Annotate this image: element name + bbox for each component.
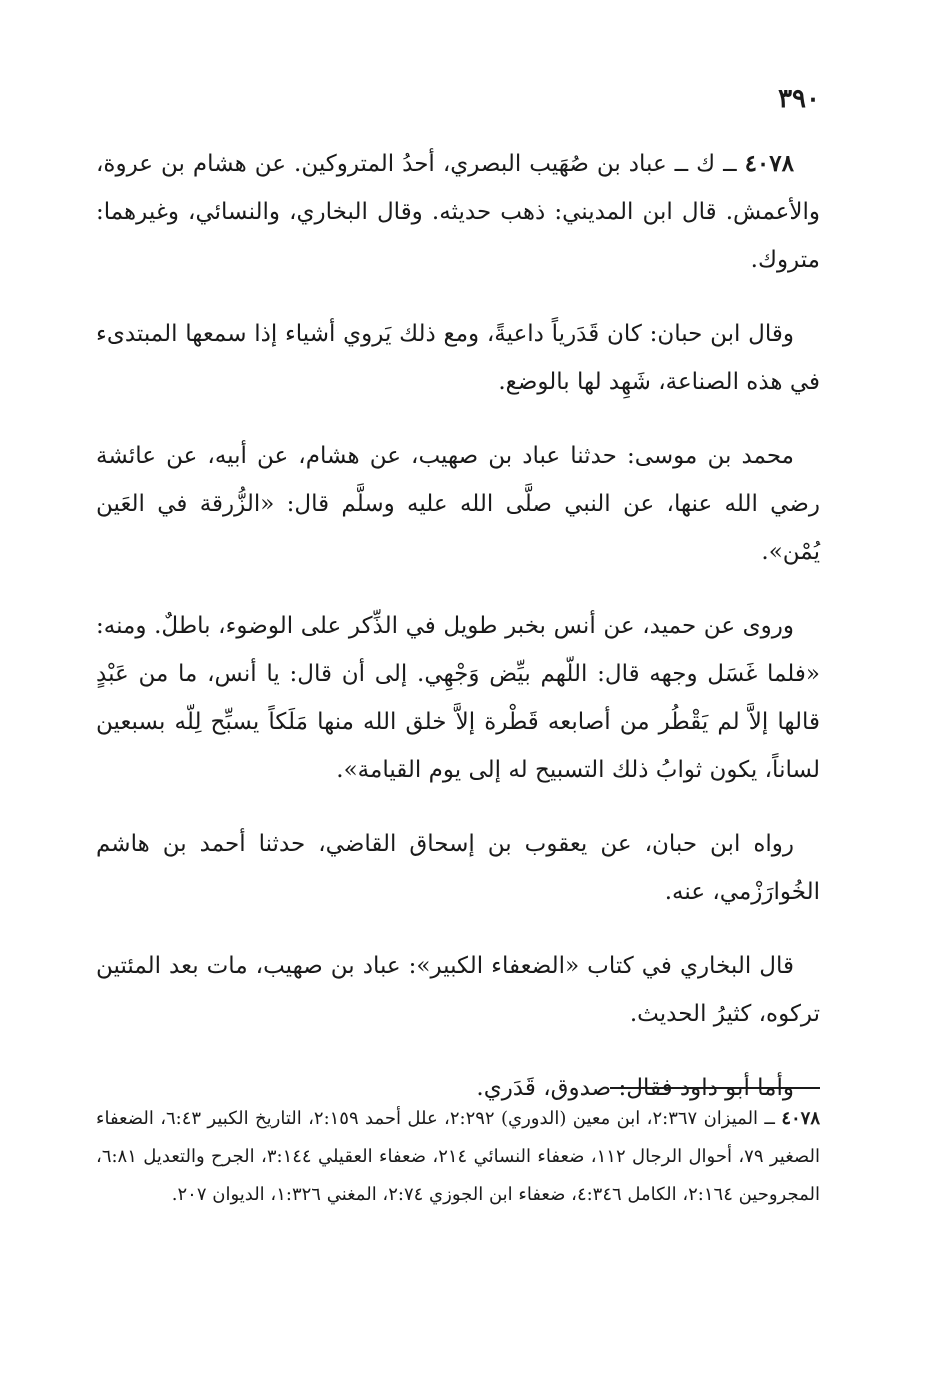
paragraph-rawahu: رواه ابن حبان، عن يعقوب بن إسحاق القاضي، حدثنا أحمد بن هاشم الخُوارَزْمي، عنه. xyxy=(96,831,820,905)
paragraph-ibn-hibban: وقال ابن حبان: كان قَدَرياً داعيةً، ومع ذلك يَروي أشياء إذا سمعها المبتدىء في هذه الصناعة، شَهِد لها بالوضع. xyxy=(96,321,820,395)
paragraph-humaid-anas: وروى عن حميد، عن أنس بخبر طويل في الذِّكر على الوضوء، باطلٌ. ومنه: «فلما غَسَل وجهه قال: اللّهم بيِّض وَجْهِي. إلى أن قال: يا أنس، ما من عَبْدٍ قالها إلاَّ لم يَقْطُر من أصابعه قَطْرة إلاَّ خلق الله منها مَلَكاً يسبِّح لِلّه بسبعين لساناً، يكون ثوابُ ذلك التسبيح له إلى يوم القيامة». xyxy=(96,613,820,783)
page-number: ٣٩٠ xyxy=(778,84,820,114)
paragraph-isnad-hisham: محمد بن موسى: حدثنا عباد بن صهيب، عن هشام، عن أبيه، عن عائشة رضي الله عنها، عن النبي صلَّى الله عليه وسلَّم قال: «الزُّرقة في العَين يُمْن». xyxy=(96,443,820,565)
paragraph-abu-dawud: وأما أبو داود فقال: صدوق، قَدَري. xyxy=(476,1075,794,1101)
footnote-number: ٤٠٧٨ xyxy=(781,1108,820,1129)
footnote-text: ــ الميزان ٢:٣٦٧، ابن معين (الدوري) ٢:٢٩٢، علل أحمد ٢:١٥٩، التاريخ الكبير ٦:٤٣، الضعفاء الصغير ٧٩، أحوال الرجال ١١٢، ضعفاء النسائي ٢١٤، ضعفاء العقيلي ٣:١٤٤، الجرح والتعديل ٦:٨١، المجروحين ٢:١٦٤، الكامل ٤:٣٤٦، ضعفاء ابن الجوزي ٢:٧٤، المغني ١:٣٢٦، الديوان ٢٠٧. xyxy=(96,1108,821,1205)
main-text xyxy=(96,140,820,1112)
entry-paragraph xyxy=(96,140,820,284)
footnote xyxy=(96,1100,820,1214)
entry-number: ٤٠٧٨ xyxy=(744,150,794,177)
paragraph-bukhari: قال البخاري في كتاب «الضعفاء الكبير»: عباد بن صهيب، مات بعد المئتين تركوه، كثيرُ الحديث. xyxy=(96,953,820,1027)
entry-intro-text: ــ ك ــ عباد بن صُهَيب البصري، أحدُ المتروكين. عن هشام بن عروة، والأعمش. قال ابن المديني: ذهب حديثه. وقال البخاري، والنسائي، وغيرهما: متروك. xyxy=(96,151,820,273)
footnote-divider xyxy=(610,1087,820,1089)
